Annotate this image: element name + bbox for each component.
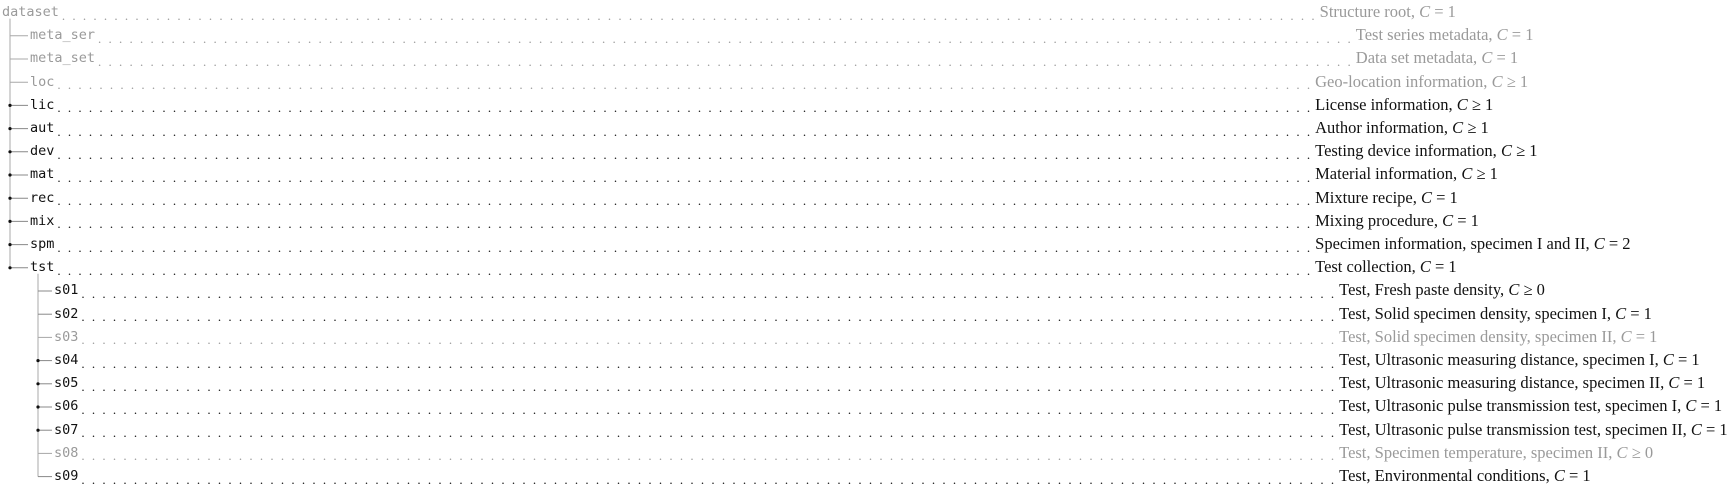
node-description-text: Test, Fresh paste density,: [1339, 280, 1509, 300]
node-description-text: Test, Ultrasonic measuring distance, specimen II,: [1339, 373, 1669, 393]
node-description: [1339, 280, 1545, 300]
node-description-text: Test collection,: [1315, 257, 1420, 277]
tree-node-s06: [54, 394, 1723, 418]
tree-node-s03: [54, 325, 1658, 349]
dot-leader: . . . . . . . . . . . . . . . . . . . . . . . . . . . . . . . . . . . . . . . . . . . . . . . . . . . . . . . . . . . . . . . . . . . . . . . . . . . . . . . . . . . . . . . . . . . . . . . . . . . . . . . . . . . . . . . . . . . . . . . .: [98, 30, 1353, 46]
cardinality-symbol: C: [1593, 234, 1605, 253]
node-description-text: Test, Ultrasonic pulse transmission test, specimen I,: [1339, 396, 1686, 416]
cardinality-value: = 1: [1626, 303, 1652, 323]
node-description: [1356, 25, 1534, 45]
cardinality-symbol: C: [1615, 303, 1627, 323]
node-description: [1320, 2, 1456, 22]
dot-leader: . . . . . . . . . . . . . . . . . . . . . . . . . . . . . . . . . . . . . . . . . . . . . . . . . . . . . . . . . . . . . . . . . . . . . . . . . . . . . . . . . . . . . . . . . . . . . . . . . . . . . . . . . . . . . . . . . . . . . . . .: [57, 146, 1313, 162]
node-key: s09: [54, 468, 79, 484]
cardinality-value: = 1: [1696, 396, 1723, 416]
node-description: [1356, 48, 1518, 68]
node-key: meta_ser: [30, 27, 96, 44]
connector-dot: [8, 173, 11, 176]
tree-node-s05: [54, 371, 1706, 395]
node-description: [1339, 443, 1653, 463]
node-description: [1315, 118, 1489, 138]
node-description-text: Data set metadata,: [1355, 48, 1482, 68]
node-key: dataset: [2, 4, 59, 20]
node-key: aut: [30, 120, 55, 136]
cardinality-symbol: C: [1500, 141, 1512, 161]
node-description-text: Test series metadata,: [1355, 25, 1497, 45]
dot-leader: . . . . . . . . . . . . . . . . . . . . . . . . . . . . . . . . . . . . . . . . . . . . . . . . . . . . . . . . . . . . . . . . . . . . . . . . . . . . . . . . . . . . . . . . . . . . . . . . . . . . . . . . . . . . . . . . . . . . . . . .: [81, 355, 1337, 371]
tree-node-s04: [54, 348, 1700, 372]
node-key: loc: [30, 73, 55, 90]
tree-node-meta-set: [30, 46, 1519, 70]
node-key: mix: [30, 212, 55, 229]
node-description-text: Test, Environmental conditions,: [1339, 466, 1554, 485]
node-description: [1339, 373, 1705, 393]
cardinality-symbol: C: [1456, 94, 1468, 114]
tree-node-dataset: [2, 0, 1456, 24]
node-key: meta_set: [30, 50, 96, 67]
tree-node-lic: [30, 93, 1494, 117]
node-description-text: Specimen information, specimen I and II,: [1315, 234, 1594, 253]
node-key: s07: [54, 421, 79, 438]
node-description: [1339, 396, 1722, 416]
cardinality-symbol: C: [1685, 396, 1697, 416]
cardinality-value: ≥ 1: [1502, 71, 1529, 91]
dot-leader: . . . . . . . . . . . . . . . . . . . . . . . . . . . . . . . . . . . . . . . . . . . . . . . . . . . . . . . . . . . . . . . . . . . . . . . . . . . . . . . . . . . . . . . . . . . . . . . . . . . . . . . . . . . . . . . . . . . . . . . .: [57, 239, 1313, 255]
node-description: [1339, 350, 1700, 370]
node-key: s06: [54, 398, 79, 415]
connector-dot: [8, 127, 11, 130]
dot-leader: . . . . . . . . . . . . . . . . . . . . . . . . . . . . . . . . . . . . . . . . . . . . . . . . . . . . . . . . . . . . . . . . . . . . . . . . . . . . . . . . . . . . . . . . . . . . . . . . . . . . . . . . . . . . . . . . . . . . . . . .: [81, 448, 1337, 464]
cardinality-symbol: C: [1508, 280, 1520, 300]
tree-node-s01: [54, 278, 1545, 302]
connector-dot: [8, 243, 11, 246]
node-description: [1315, 141, 1537, 161]
cardinality-symbol: C: [1420, 187, 1432, 207]
node-description-text: Testing device information,: [1315, 141, 1501, 161]
cardinality-value: ≥ 1: [1511, 141, 1538, 161]
node-description-text: Test, Ultrasonic pulse transmission test, specimen II,: [1339, 419, 1691, 439]
node-description-text: Material information,: [1315, 164, 1462, 184]
cardinality-value: = 1: [1453, 210, 1479, 230]
node-description: [1315, 188, 1458, 208]
tree-node-dev: [30, 139, 1538, 163]
dot-leader: . . . . . . . . . . . . . . . . . . . . . . . . . . . . . . . . . . . . . . . . . . . . . . . . . . . . . . . . . . . . . . . . . . . . . . . . . . . . . . . . . . . . . . . . . . . . . . . . . . . . . . . . . . . . . . . . . . . . . . . .: [81, 285, 1337, 301]
node-description: [1339, 466, 1591, 486]
cardinality-value: = 1: [1432, 187, 1458, 207]
node-description: [1315, 72, 1528, 92]
dot-leader: . . . . . . . . . . . . . . . . . . . . . . . . . . . . . . . . . . . . . . . . . . . . . . . . . . . . . . . . . . . . . . . . . . . . . . . . . . . . . . . . . . . . . . . . . . . . . . . . . . . . . . . . . . . . . . . . . . . . . . . .: [81, 401, 1337, 417]
node-description: [1315, 234, 1630, 254]
cardinality-value: = 1: [1679, 373, 1706, 393]
node-description: [1315, 211, 1479, 231]
cardinality-value: ≥ 0: [1519, 280, 1545, 300]
node-description: [1339, 327, 1657, 347]
cardinality-value: = 1: [1631, 326, 1658, 346]
cardinality-symbol: C: [1419, 257, 1431, 277]
dot-leader: . . . . . . . . . . . . . . . . . . . . . . . . . . . . . . . . . . . . . . . . . . . . . . . . . . . . . . . . . . . . . . . . . . . . . . . . . . . . . . . . . . . . . . . . . . . . . . . . . . . . . . . . . . . . . . . . . . . . . . . .: [57, 123, 1313, 139]
tree-node-s02: [54, 302, 1652, 326]
tree-node-s09: [54, 464, 1591, 488]
tree-node-aut: [30, 116, 1489, 140]
cardinality-symbol: C: [1553, 466, 1565, 485]
dot-leader: . . . . . . . . . . . . . . . . . . . . . . . . . . . . . . . . . . . . . . . . . . . . . . . . . . . . . . . . . . . . . . . . . . . . . . . . . . . . . . . . . . . . . . . . . . . . . . . . . . . . . . . . . . . . . . . . . . . . . . . .: [57, 77, 1313, 93]
node-description-text: Author information,: [1315, 118, 1453, 137]
cardinality-value: ≥ 1: [1472, 164, 1498, 184]
tree-node-s08: [54, 441, 1654, 465]
dot-leader: . . . . . . . . . . . . . . . . . . . . . . . . . . . . . . . . . . . . . . . . . . . . . . . . . . . . . . . . . . . . . . . . . . . . . . . . . . . . . . . . . . . . . . . . . . . . . . . . . . . . . . . . . . . . . . . . . . . . . . . .: [98, 53, 1353, 69]
cardinality-symbol: C: [1442, 210, 1454, 230]
cardinality-symbol: C: [1461, 164, 1473, 184]
cardinality-value: = 1: [1507, 25, 1534, 45]
cardinality-symbol: C: [1496, 25, 1508, 45]
cardinality-symbol: C: [1616, 442, 1628, 462]
connector-dot: [36, 429, 39, 432]
connector-dot: [8, 266, 11, 269]
node-key: s04: [54, 352, 79, 368]
node-key: s05: [54, 375, 79, 392]
node-key: tst: [30, 259, 55, 276]
cardinality-value: = 1: [1701, 419, 1728, 439]
connector-dot: [8, 220, 11, 223]
node-description-text: Mixing procedure,: [1315, 210, 1443, 230]
node-description-text: Geo-location information,: [1315, 71, 1492, 91]
cardinality-symbol: C: [1690, 419, 1702, 439]
dot-leader: . . . . . . . . . . . . . . . . . . . . . . . . . . . . . . . . . . . . . . . . . . . . . . . . . . . . . . . . . . . . . . . . . . . . . . . . . . . . . . . . . . . . . . . . . . . . . . . . . . . . . . . . . . . . . . . . . . . . . . . .: [57, 216, 1313, 232]
dot-leader: . . . . . . . . . . . . . . . . . . . . . . . . . . . . . . . . . . . . . . . . . . . . . . . . . . . . . . . . . . . . . . . . . . . . . . . . . . . . . . . . . . . . . . . . . . . . . . . . . . . . . . . . . . . . . . . . . . . . . . . .: [81, 425, 1337, 441]
cardinality-value: = 1: [1430, 2, 1456, 21]
connector-dot: [8, 197, 11, 200]
node-key: dev: [30, 143, 55, 160]
node-description-text: Test, Solid specimen density, specimen I,: [1339, 303, 1616, 323]
node-key: s02: [54, 305, 79, 322]
tree-node-rec: [30, 186, 1458, 210]
connector-dot: [8, 104, 11, 107]
tree-node-meta-ser: [30, 23, 1534, 47]
dot-leader: . . . . . . . . . . . . . . . . . . . . . . . . . . . . . . . . . . . . . . . . . . . . . . . . . . . . . . . . . . . . . . . . . . . . . . . . . . . . . . . . . . . . . . . . . . . . . . . . . . . . . . . . . . . . . . . . . . . . . . . .: [81, 332, 1337, 348]
node-description-text: Test, Solid specimen density, specimen II,: [1339, 326, 1621, 346]
tree-node-loc: [30, 70, 1529, 94]
dot-leader: . . . . . . . . . . . . . . . . . . . . . . . . . . . . . . . . . . . . . . . . . . . . . . . . . . . . . . . . . . . . . . . . . . . . . . . . . . . . . . . . . . . . . . . . . . . . . . . . . . . . . . . . . . . . . . . . . . . . . . . .: [57, 100, 1313, 116]
node-key: s03: [54, 328, 79, 345]
connector-dot: [36, 359, 39, 362]
cardinality-symbol: C: [1620, 326, 1632, 346]
node-description: [1339, 420, 1728, 440]
connector-dot: [36, 405, 39, 408]
tree-node-tst: [30, 255, 1457, 279]
node-description: [1315, 95, 1493, 115]
dot-leader: . . . . . . . . . . . . . . . . . . . . . . . . . . . . . . . . . . . . . . . . . . . . . . . . . . . . . . . . . . . . . . . . . . . . . . . . . . . . . . . . . . . . . . . . . . . . . . . . . . . . . . . . . . . . . . . . . . . . . . . .: [81, 309, 1337, 325]
node-description: [1315, 257, 1457, 277]
cardinality-symbol: C: [1491, 71, 1503, 91]
cardinality-value: ≥ 0: [1627, 442, 1654, 462]
cardinality-value: = 1: [1673, 350, 1700, 369]
cardinality-value: = 1: [1430, 257, 1457, 277]
connector-dot: [8, 150, 11, 153]
dot-leader: . . . . . . . . . . . . . . . . . . . . . . . . . . . . . . . . . . . . . . . . . . . . . . . . . . . . . . . . . . . . . . . . . . . . . . . . . . . . . . . . . . . . . . . . . . . . . . . . . . . . . . . . . . . . . . . . . . . . . . . .: [81, 471, 1337, 487]
cardinality-value: = 2: [1604, 234, 1631, 253]
node-key: rec: [30, 189, 55, 206]
tree-node-mix: [30, 209, 1479, 233]
node-key: s08: [54, 444, 79, 461]
cardinality-symbol: C: [1668, 373, 1680, 393]
node-key: lic: [30, 96, 55, 113]
connector-dot: [36, 382, 39, 385]
dot-leader: . . . . . . . . . . . . . . . . . . . . . . . . . . . . . . . . . . . . . . . . . . . . . . . . . . . . . . . . . . . . . . . . . . . . . . . . . . . . . . . . . . . . . . . . . . . . . . . . . . . . . . . . . . . . . . . . . . . . . . . .: [57, 169, 1313, 185]
cardinality-value: ≥ 1: [1467, 94, 1494, 114]
cardinality-value: = 1: [1492, 48, 1519, 68]
node-description: [1315, 164, 1498, 184]
node-description-text: Test, Ultrasonic measuring distance, specimen I,: [1339, 350, 1663, 369]
cardinality-value: = 1: [1564, 466, 1591, 485]
tree-node-mat: [30, 162, 1498, 186]
node-description-text: Mixture recipe,: [1315, 187, 1421, 207]
tree-node-s07: [54, 418, 1728, 442]
node-description-text: License information,: [1315, 94, 1457, 114]
cardinality-symbol: C: [1419, 2, 1431, 21]
node-description-text: Test, Specimen temperature, specimen II,: [1339, 442, 1617, 462]
node-key: mat: [30, 166, 55, 183]
cardinality-symbol: C: [1452, 118, 1464, 137]
node-key: spm: [30, 236, 55, 252]
cardinality-symbol: C: [1662, 350, 1674, 369]
node-description: [1339, 304, 1652, 324]
dot-leader: . . . . . . . . . . . . . . . . . . . . . . . . . . . . . . . . . . . . . . . . . . . . . . . . . . . . . . . . . . . . . . . . . . . . . . . . . . . . . . . . . . . . . . . . . . . . . . . . . . . . . . . . . . . . . . . . . . . . . . . .: [57, 262, 1313, 278]
dot-leader: . . . . . . . . . . . . . . . . . . . . . . . . . . . . . . . . . . . . . . . . . . . . . . . . . . . . . . . . . . . . . . . . . . . . . . . . . . . . . . . . . . . . . . . . . . . . . . . . . . . . . . . . . . . . . . . . . . . . . . . .: [57, 193, 1313, 209]
tree-node-spm: [30, 232, 1631, 256]
cardinality-value: ≥ 1: [1463, 118, 1489, 137]
cardinality-symbol: C: [1481, 48, 1493, 68]
node-description-text: Structure root,: [1319, 2, 1420, 21]
dot-leader: . . . . . . . . . . . . . . . . . . . . . . . . . . . . . . . . . . . . . . . . . . . . . . . . . . . . . . . . . . . . . . . . . . . . . . . . . . . . . . . . . . . . . . . . . . . . . . . . . . . . . . . . . . . . . . . . . . . . . . . .: [81, 378, 1337, 394]
dot-leader: . . . . . . . . . . . . . . . . . . . . . . . . . . . . . . . . . . . . . . . . . . . . . . . . . . . . . . . . . . . . . . . . . . . . . . . . . . . . . . . . . . . . . . . . . . . . . . . . . . . . . . . . . . . . . . . . . . . . . . . .: [61, 7, 1317, 23]
node-key: s01: [54, 282, 79, 299]
